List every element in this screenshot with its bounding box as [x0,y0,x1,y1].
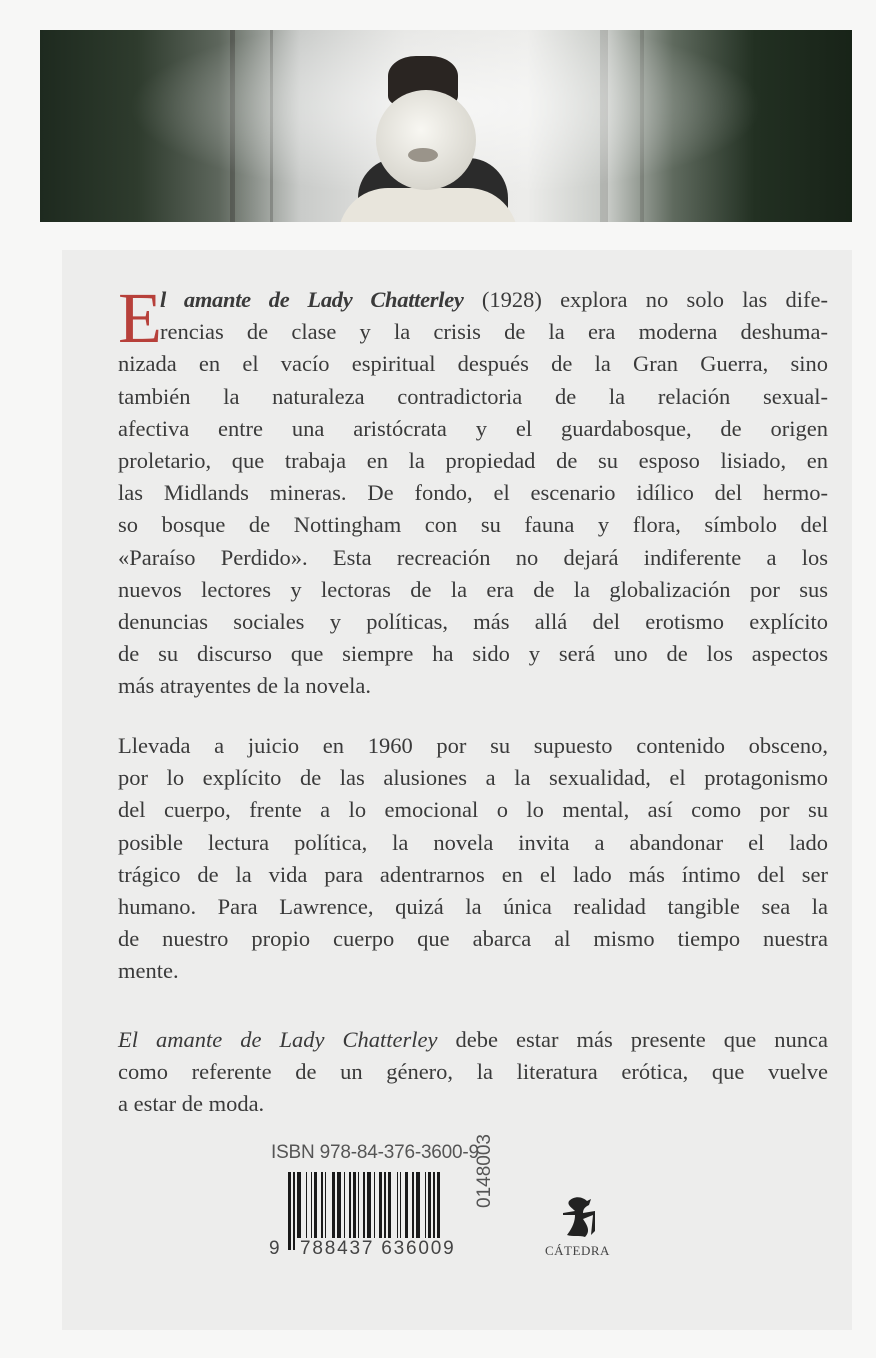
paragraph-1 [118,278,828,702]
text-fragment: debe estar más presente que nunca [437,1027,828,1052]
barcode-bar [405,1172,408,1238]
barcode-bar [388,1172,391,1238]
internal-code: 0148003 [474,1134,495,1208]
text-line: denuncias sociales y políticas, más allá del erotismo explícito [118,608,828,634]
barcode-bar [306,1172,307,1238]
text-line: rencias de clase y la crisis de la era moderna deshuma- [160,319,828,345]
book-title: El amante de Lady Chatterley [118,1027,438,1052]
catedra-logo-icon [561,1195,601,1239]
text-line: del cuerpo, frente a lo emocional o lo mental, así como por su [118,797,828,823]
barcode-bar [412,1172,413,1238]
hatband [408,148,438,162]
text-line: por lo explícito de las alusiones a la sexualidad, el protagonismo [118,765,828,791]
text-line: nizada en el vacío espiritual después de la Gran Guerra, sino [118,351,828,377]
text-line: a estar de moda. [118,1091,265,1117]
isbn-text: ISBN 978-84-376-3600-9 [271,1142,479,1163]
text-line: «Paraíso Perdido». Esta recreación no dejará indiferente a los [118,544,828,570]
book-title: l amante de Lady Chatterley [160,287,464,312]
text-line: también la naturaleza contradictoria de la relación sexual- [118,383,828,409]
paragraph-2 [118,730,828,988]
publisher-name: CÁTEDRA [545,1243,610,1258]
barcode-bar [293,1172,294,1250]
barcode-bar [358,1172,359,1238]
barcode-bar [337,1172,341,1238]
paragraph-3 [118,1024,828,1121]
barcode-bar [425,1172,426,1238]
text-line: posible lectura política, la novela invita a abandonar el lado [118,829,828,855]
dress [338,188,518,222]
barcode-bar [379,1172,382,1238]
barcode-bar [349,1172,350,1238]
barcode-bar [353,1172,356,1238]
text-line [118,1024,828,1056]
text-line [118,284,828,316]
text-line: nuevos lectores y lectoras de la era de la globalización por sus [118,576,828,602]
cover-photo [40,30,852,222]
barcode-bar [400,1172,401,1238]
drop-cap: E [118,278,162,358]
barcode-bar [374,1172,375,1238]
barcode-bar [332,1172,335,1238]
line-group [118,1056,828,1120]
line-group [118,730,828,988]
text-line: de su discurso que siempre ha sido y será uno de los aspectos [118,641,828,667]
line-group [118,316,828,702]
barcode-bar [428,1172,431,1238]
barcode-digits: 788437 636009 [300,1238,456,1259]
barcode-first-digit: 9 [269,1238,280,1259]
text-line: de nuestro propio cuerpo que abarca al mismo tiempo nuestra [118,926,828,952]
barcode-bar [321,1172,322,1238]
barcode-bar [344,1172,345,1238]
woman-in-hat-figure [338,48,518,222]
barcode [288,1172,448,1244]
barcode-bar [314,1172,317,1238]
text-line: las Midlands mineras. De fondo, el escenario idílico del hermo- [118,480,828,506]
barcode-bar [397,1172,398,1238]
text-line: como referente de un género, la literatura erótica, que vuelve [118,1059,828,1085]
text-line: mente. [118,958,179,984]
text-line: más atrayentes de la novela. [118,673,372,699]
barcode-bar [288,1172,291,1250]
text-line: Llevada a juicio en 1960 por su supuesto contenido obsceno, [118,733,828,758]
text-line: afectiva entre una aristócrata y el guardabosque, de origen [118,415,828,441]
text-line: humano. Para Lawrence, quizá la única realidad tangible sea la [118,893,828,919]
text-fragment: (1928) explora no solo las dife- [463,287,828,312]
text-line: trágico de la vida para adentrarnos en el lado más íntimo del ser [118,861,828,887]
hat [376,90,476,190]
barcode-bar [297,1172,301,1238]
barcode-bar [416,1172,420,1238]
barcode-bar [325,1172,326,1238]
barcode-bar [311,1172,312,1238]
text-line: so bosque de Nottingham con su fauna y flora, símbolo del [118,512,828,538]
text-line: proletario, que trabaja en la propiedad de su esposo lisiado, en [118,447,828,473]
barcode-bar [384,1172,385,1238]
